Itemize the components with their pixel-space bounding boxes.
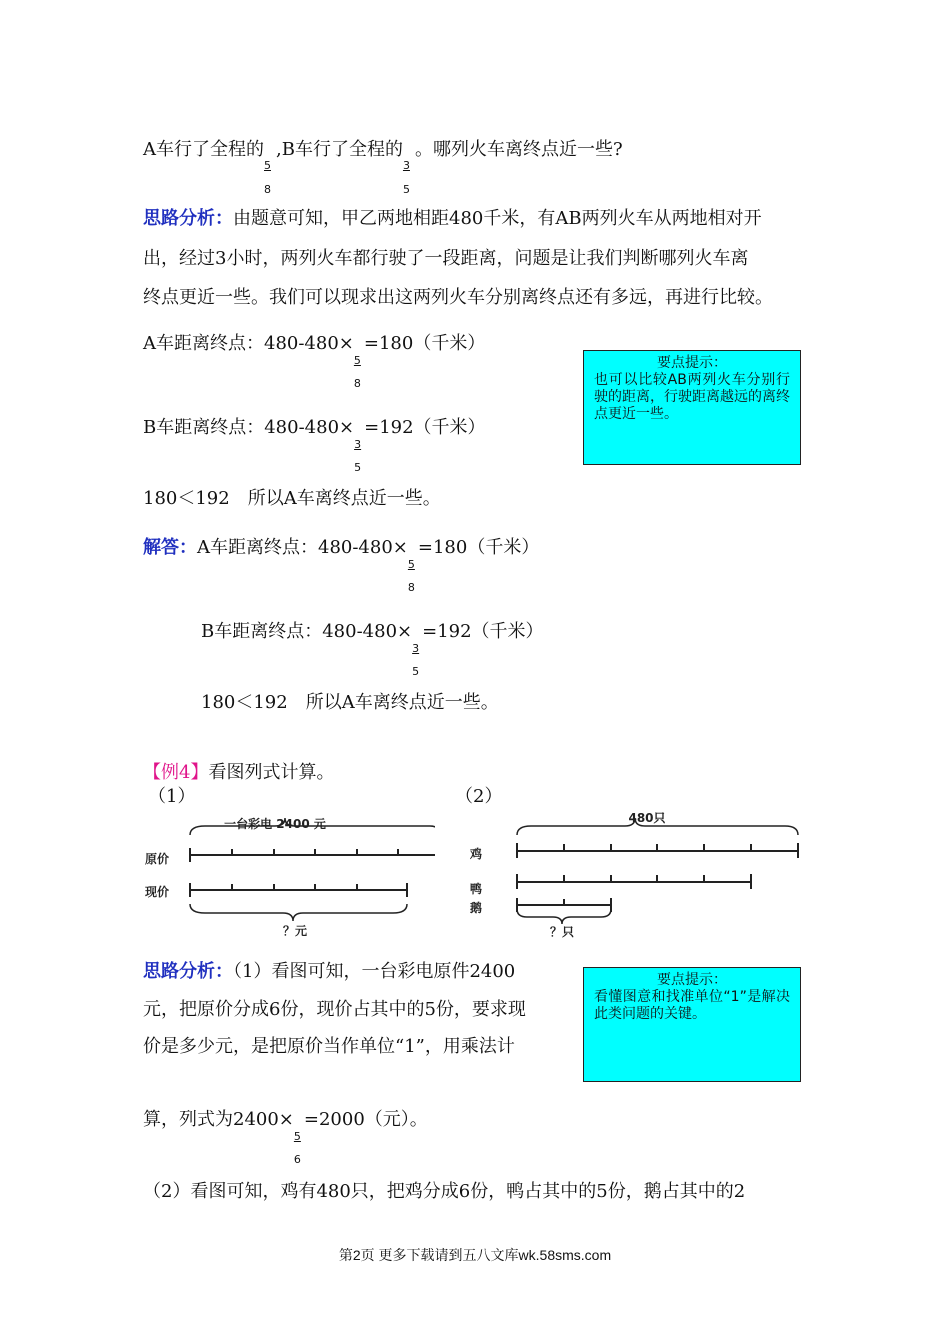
tip-title: 要点提示： xyxy=(657,972,727,988)
example-heading xyxy=(143,762,334,784)
row-label-chicken: 鸡 xyxy=(470,847,483,861)
compare-line: 180＜192 所以A车离终点近一些。 xyxy=(201,692,499,713)
fraction-numerator: 5 xyxy=(264,159,271,172)
example-text: 看图列式计算。 xyxy=(208,762,335,783)
page-footer: 第2页 更多下载请到五八文库wk.58sms.com xyxy=(338,1247,612,1263)
top-label: 480只 xyxy=(628,811,666,825)
calc-text: B车距离终点：480-480× xyxy=(143,417,355,438)
row-label-duck: 鸭 xyxy=(470,882,483,896)
answer-line-b xyxy=(201,621,544,678)
row-label-current: 现价 xyxy=(145,885,170,899)
fraction-numerator: 3 xyxy=(354,438,362,451)
bottom-brace xyxy=(190,904,407,921)
tip-box xyxy=(583,350,801,465)
calc-result: =180（千米） xyxy=(363,333,486,354)
fraction-denominator: 8 xyxy=(264,183,271,196)
part-2-label: （2） xyxy=(455,786,503,807)
original-bar xyxy=(190,848,435,862)
fraction-numerator: 5 xyxy=(353,354,361,367)
analysis-label: 思路分析： xyxy=(143,961,233,982)
fraction-denominator: 5 xyxy=(412,665,420,678)
fraction-denominator: 8 xyxy=(353,377,361,390)
question-text-a: A车行了全程的 xyxy=(143,139,264,160)
analysis-paragraph-1 xyxy=(143,208,762,230)
fraction-numerator: 3 xyxy=(402,159,410,172)
question-text-b: ,B车行了全程的 xyxy=(276,139,403,160)
part-1-label: （1） xyxy=(148,786,196,807)
calc-text: A车距离终点：480-480× xyxy=(197,537,408,558)
diagram-tv-price xyxy=(135,808,435,943)
answer-label: 解答： xyxy=(143,537,197,558)
fraction-denominator: 5 xyxy=(402,183,410,196)
current-bar xyxy=(190,883,407,897)
analysis-line: 出，经过3小时，两列火车都行驶了一段距离，问题是让我们判断哪列火车离 xyxy=(143,248,749,269)
fraction-denominator: 5 xyxy=(354,461,362,474)
calc-text: A车距离终点：480-480× xyxy=(143,333,354,354)
calc-result: =180（千米） xyxy=(417,537,540,558)
goose-bar xyxy=(517,898,611,912)
calc-line-b xyxy=(143,417,486,474)
formula-text: 算，列式为2400× xyxy=(143,1109,294,1130)
question-line xyxy=(143,139,623,196)
fraction-denominator: 8 xyxy=(407,581,415,594)
calc-result: =192（千米） xyxy=(422,621,544,642)
tip-body: 看懂图意和找准单位“1”是解决此类问题的关键。 xyxy=(594,989,790,1022)
tip-title: 要点提示： xyxy=(657,355,727,371)
answer-line-a xyxy=(143,537,540,594)
bottom-label: ？只 xyxy=(549,925,575,939)
analysis-formula xyxy=(143,1109,428,1166)
analysis-paragraph-2 xyxy=(143,961,515,983)
analysis-line: 元，把原价分成6份，现价占其中的5份，要求现 xyxy=(143,999,526,1020)
duck-bar xyxy=(517,874,751,889)
top-label: 一台彩电 2400 元 xyxy=(224,817,326,831)
calc-line-a xyxy=(143,333,486,390)
calc-text: B车距离终点：480-480× xyxy=(201,621,413,642)
fraction-numerator: 5 xyxy=(407,558,415,571)
question-text-c: 。哪列火车离终点近一些? xyxy=(414,139,623,160)
example-label: 【例4】 xyxy=(143,762,209,783)
compare-line: 180＜192 所以A车离终点近一些。 xyxy=(143,488,441,509)
row-label-original: 原价 xyxy=(145,852,170,866)
analysis-label: 思路分析： xyxy=(143,208,233,229)
fraction-numerator: 3 xyxy=(412,642,420,655)
analysis-line: （2）看图可知，鸡有480只，把鸡分成6份，鸭占其中的5份，鹅占其中的2 xyxy=(143,1181,746,1202)
fraction-denominator: 6 xyxy=(293,1153,301,1166)
formula-result: =2000（元）。 xyxy=(303,1109,428,1130)
fraction-numerator: 5 xyxy=(293,1130,301,1143)
bottom-brace xyxy=(517,909,611,924)
diagram-poultry xyxy=(465,800,805,940)
analysis-line: 终点更近一些。我们可以现求出这两列火车分别离终点还有多远，再进行比较。 xyxy=(143,287,773,308)
row-label-goose: 鹅 xyxy=(470,901,483,915)
tip-body: 也可以比较AB两列火车分别行驶的距离，行驶距离越远的离终点更近一些。 xyxy=(594,372,790,422)
analysis-line: 由题意可知，甲乙两地相距480千米，有AB两列火车从两地相对开 xyxy=(233,208,762,229)
calc-result: =192（千米） xyxy=(364,417,486,438)
tip-box xyxy=(583,967,801,1082)
analysis-line: 价是多少元，是把原价当作单位“1”，用乘法计 xyxy=(143,1036,515,1057)
chicken-bar xyxy=(517,843,798,858)
bottom-label: ？元 xyxy=(282,924,308,938)
analysis-line: （1）看图可知，一台彩电原件2400 xyxy=(233,961,516,982)
